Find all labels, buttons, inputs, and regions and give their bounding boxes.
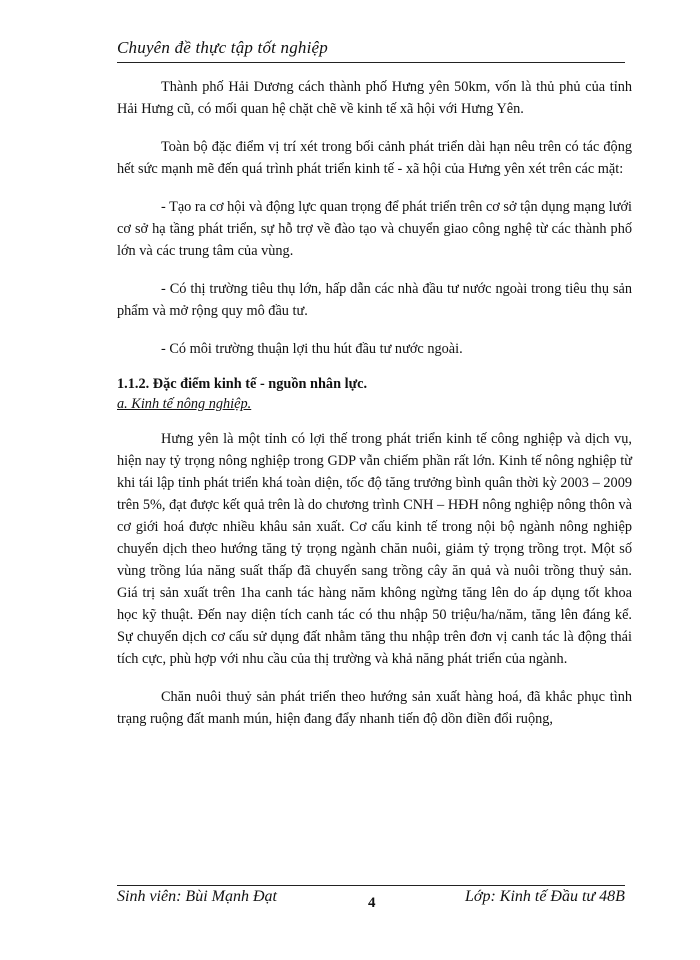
paragraph: Chăn nuôi thuỷ sản phát triển theo hướng sản xuất hàng hoá, đã khắc phục tình trạng ruộng đất manh mún, hiện đang đẩy nhanh tiến độ dồn điền đổi ruộng, bbox=[117, 689, 632, 727]
paragraph: Toàn bộ đặc điểm vị trí xét trong bối cảnh phát triển dài hạn nêu trên có tác động hết sức mạnh mẽ đến quá trình phát triển kinh tế - xã hội của Hưng yên xét trên các mặt: bbox=[117, 139, 632, 177]
subsection-heading: a. Kinh tế nông nghiệp. bbox=[117, 396, 252, 412]
footer-student-name: Sinh viên: Bùi Mạnh Đạt bbox=[117, 888, 277, 905]
paragraph: Thành phố Hải Dương cách thành phố Hưng yên 50km, vốn là thủ phủ của tỉnh Hải Hưng cũ, có mối quan hệ chặt chẽ về kinh tế xã hội với Hưng Yên. bbox=[117, 79, 632, 117]
section-heading: 1.1.2. Đặc điểm kinh tế - nguồn nhân lực. bbox=[117, 376, 368, 392]
header-divider bbox=[117, 62, 625, 63]
footer-class-name: Lớp: Kinh tế Đầu tư 48B bbox=[465, 888, 625, 905]
footer-divider bbox=[117, 885, 625, 886]
page-number: 4 bbox=[368, 895, 376, 911]
bullet-paragraph: - Tạo ra cơ hội và động lực quan trọng để phát triển trên cơ sở tận dụng mạng lưới cơ sở hạ tầng phát triển, sự hỗ trợ về đào tạo và chuyển giao công nghệ từ các thành phố lớn và các trung tâm của vùng. bbox=[117, 199, 632, 259]
bullet-paragraph: - Có môi trường thuận lợi thu hút đầu tư nước ngoài. bbox=[161, 341, 463, 357]
document-body bbox=[117, 76, 632, 730]
bullet-paragraph: - Có thị trường tiêu thụ lớn, hấp dẫn các nhà đầu tư nước ngoài trong tiêu thụ sản phẩm và mở rộng quy mô đầu tư. bbox=[117, 281, 632, 319]
page-header-title: Chuyên đề thực tập tốt nghiệp bbox=[117, 38, 329, 57]
paragraph: Hưng yên là một tỉnh có lợi thế trong phát triển kinh tế công nghiệp và dịch vụ, hiện nay tỷ trọng nông nghiệp trong GDP vẫn chiếm phần rất lớn. Kinh tế nông nghiệp từ khi tái lập tỉnh phát triển khá toàn diện, tốc độ tăng trưởng bình quân thời kỳ 2003 – 2009 trên 5%, đạt được kết quả trên là do chương trình CNH – HĐH nông nghiệp nông thôn và cơ giới hoá được nhiều khâu sản xuất. Cơ cấu kinh tế trong nội bộ ngành nông nghiệp chuyển dịch theo hướng tăng tỷ trọng ngành chăn nuôi, giảm tỷ trọng trồng trọt. Một số vùng trồng lúa năng suất thấp đã chuyển sang trồng cây ăn quả và nuôi trồng thuỷ sản. Giá trị sản xuất trên 1ha canh tác hàng năm không ngừng tăng lên do áp dụng tốt khoa học kỹ thuật. Đến nay diện tích canh tác có thu nhập 50 triệu/ha/năm, tăng lên đáng kể. Sự chuyển dịch cơ cấu sử dụng đất nhằm tăng thu nhập trên đơn vị canh tác là động thái tích cực, phù hợp với nhu cầu của thị trường và khả năng phát triển của ngành. bbox=[117, 431, 632, 667]
